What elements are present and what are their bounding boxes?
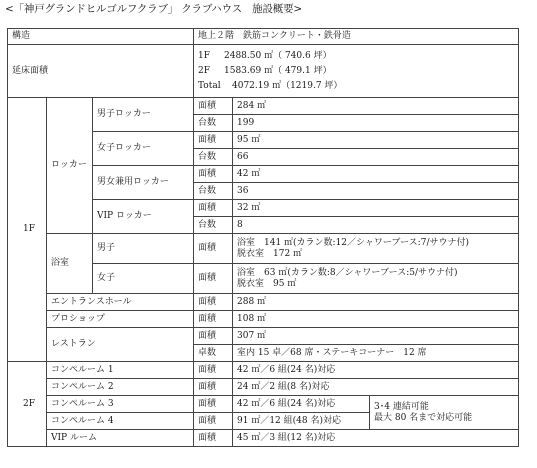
area-value: 42 ㎡	[233, 166, 519, 183]
count-label: 台数	[194, 217, 233, 234]
area-label: 面積	[194, 328, 233, 345]
table-row	[8, 311, 519, 328]
table-row	[8, 234, 519, 264]
bath-name: 男子	[93, 234, 194, 264]
entrance-name: エントランスホール	[47, 294, 194, 311]
tables-value: 室内 15 卓／68 席・ステーキコーナー 12 席	[233, 345, 519, 362]
area-value: 307 ㎡	[233, 328, 519, 345]
count-label: 台数	[194, 149, 233, 166]
table-row	[8, 396, 519, 413]
room-value: 42 ㎡／6 組(24 名)対応	[233, 396, 370, 413]
count-value: 8	[233, 217, 519, 234]
room-note-line: 3･4 連結可能	[374, 401, 429, 412]
count-value: 36	[233, 183, 519, 200]
area-label: 面積	[194, 294, 233, 311]
restaurant-name: レストラン	[47, 328, 194, 362]
room-value: 45 ㎡／3 組(12 名)対応	[233, 430, 519, 447]
area-label: 面積	[194, 362, 233, 379]
floor-area-value: 2488.50 ㎡（ 740.6 坪）	[224, 50, 332, 61]
bath-detail-line: 浴室 141 ㎡(カラン数:12／シャワーブース:7/サウナ付)	[237, 237, 469, 248]
floor-area-floor: 2F	[198, 65, 210, 76]
count-label: 台数	[194, 183, 233, 200]
locker-name: VIP ロッカー	[93, 200, 194, 234]
room-name: コンペルーム 1	[47, 362, 194, 379]
room-value: 24 ㎡／2 組(8 名)対応	[233, 379, 519, 396]
area-label: 面積	[194, 264, 233, 294]
bath-detail-line: 脱衣室 95 ㎡	[237, 278, 297, 289]
floor-area-floor: Total	[198, 80, 221, 91]
area-value: 284 ㎡	[233, 98, 519, 115]
room-value: 91 ㎡／12 組(48 名)対応	[233, 413, 370, 430]
bath-detail	[233, 234, 519, 264]
table-row	[8, 294, 519, 311]
area-label: 面積	[194, 98, 233, 115]
floor-area-label: 延床面積	[8, 45, 194, 98]
page-title: <「神戸グランドヒルゴルフクラブ」 クラブハウス 施設概要>	[5, 3, 302, 15]
area-label: 面積	[194, 166, 233, 183]
count-value: 199	[233, 115, 519, 132]
structure-value: 地上２階 鉄筋コンクリート・鉄骨造	[194, 29, 519, 45]
table-row	[8, 362, 519, 379]
area-label: 面積	[194, 396, 233, 413]
table-row	[8, 98, 519, 115]
locker-name: 男女兼用ロッカー	[93, 166, 194, 200]
structure-label: 構造	[8, 29, 194, 45]
table-row	[8, 45, 519, 98]
bath-detail-line: 脱衣室 172 ㎡	[237, 248, 303, 259]
area-value: 108 ㎡	[233, 311, 519, 328]
table-row	[8, 379, 519, 396]
count-value: 66	[233, 149, 519, 166]
area-label: 面積	[194, 200, 233, 217]
facility-table	[7, 28, 519, 447]
locker-name: 男子ロッカー	[93, 98, 194, 132]
area-value: 288 ㎡	[233, 294, 519, 311]
room-value: 42 ㎡／6 組(24 名)対応	[233, 362, 519, 379]
table-row	[8, 430, 519, 447]
area-value: 95 ㎡	[233, 132, 519, 149]
room-name: コンペルーム 4	[47, 413, 194, 430]
floor-area-value: 1583.69 ㎡（ 479.1 坪）	[224, 65, 332, 76]
tables-label: 卓数	[194, 345, 233, 362]
room-note	[370, 396, 519, 430]
bath-name: 女子	[93, 264, 194, 294]
floor-area-value: 4072.19 ㎡（1219.7 坪）	[232, 80, 343, 91]
room-name: コンペルーム 3	[47, 396, 194, 413]
locker-name: 女子ロッカー	[93, 132, 194, 166]
table-row	[8, 29, 519, 45]
area-value: 32 ㎡	[233, 200, 519, 217]
floor-2f-label: 2F	[8, 362, 47, 447]
area-label: 面積	[194, 311, 233, 328]
bath-label: 浴室	[47, 234, 93, 294]
bath-detail	[233, 264, 519, 294]
locker-label: ロッカー	[47, 98, 93, 234]
bath-detail-line: 浴室 63 ㎡(カラン数:8／シャワーブース:5/サウナ付)	[237, 267, 458, 278]
area-label: 面積	[194, 430, 233, 447]
area-label: 面積	[194, 234, 233, 264]
area-label: 面積	[194, 132, 233, 149]
count-label: 台数	[194, 115, 233, 132]
floor-1f-label: 1F	[8, 98, 47, 362]
area-label: 面積	[194, 379, 233, 396]
room-name: コンペルーム 2	[47, 379, 194, 396]
table-row	[8, 328, 519, 345]
floor-area-floor: 1F	[198, 50, 210, 61]
room-name: VIP ルーム	[47, 430, 194, 447]
area-label: 面積	[194, 413, 233, 430]
floor-area-values	[194, 45, 519, 98]
proshop-name: プロショップ	[47, 311, 194, 328]
room-note-line: 最大 80 名まで対応可能	[374, 412, 473, 423]
